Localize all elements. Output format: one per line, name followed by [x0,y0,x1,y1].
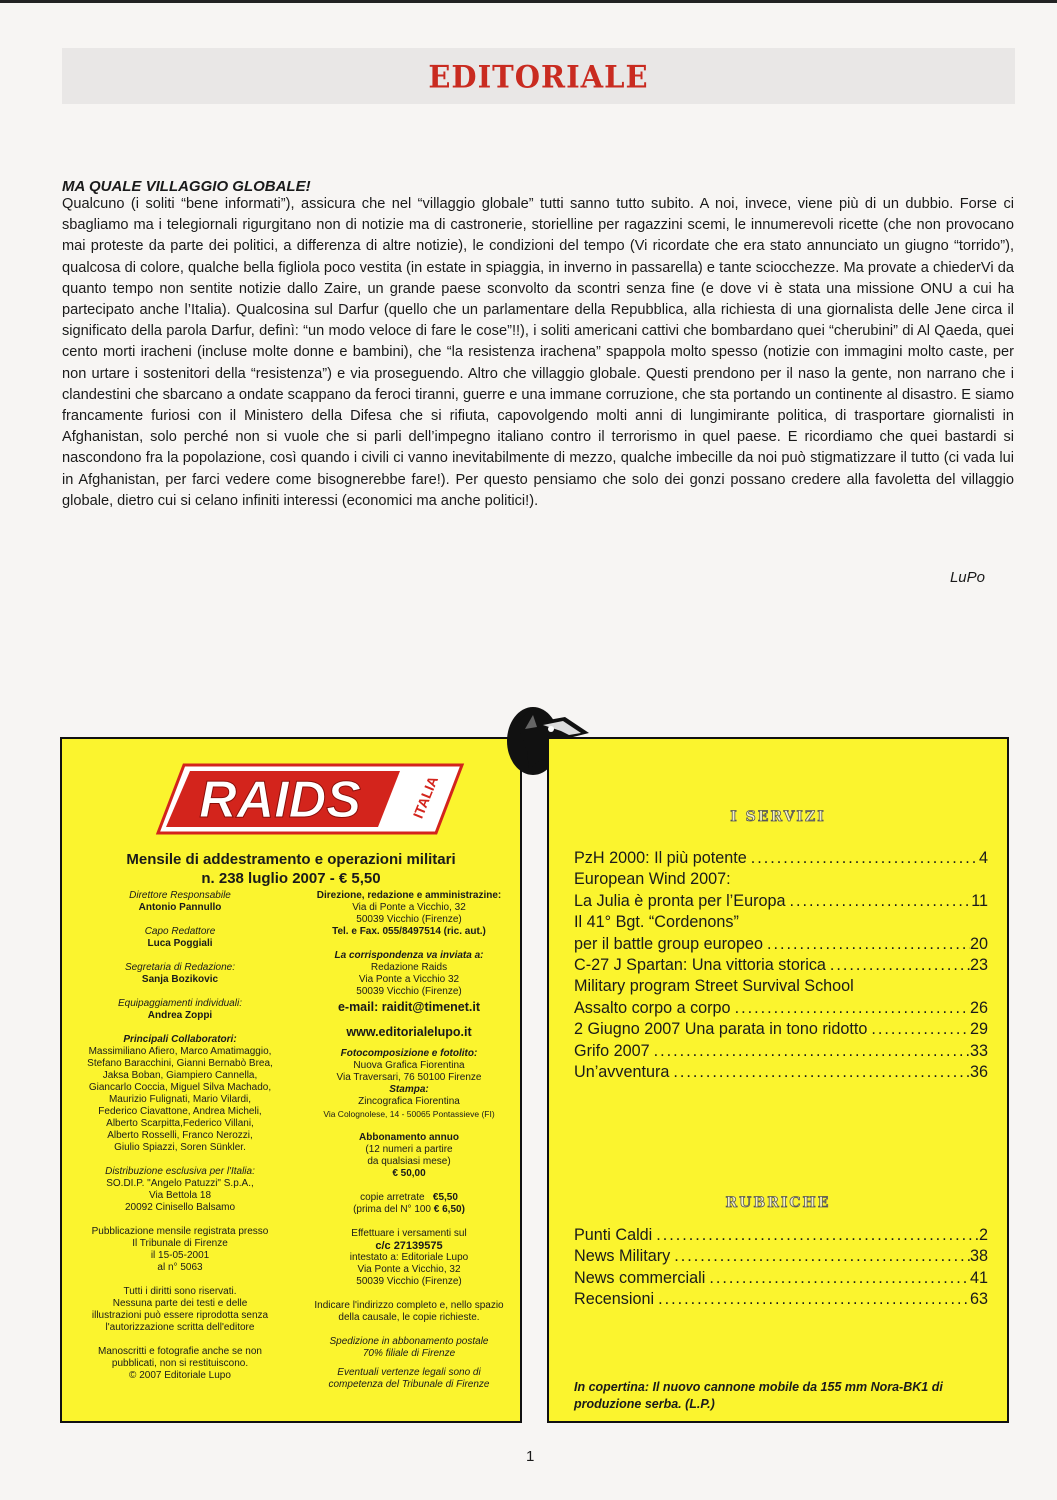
toc-entry-title: Military program Street Survival School [574,977,854,996]
back-issues-line [298,1192,520,1204]
toc-entry-title: Assalto corpo a corpo [574,998,731,1017]
subscription-price: € 50,00 [392,1168,426,1179]
registration-line: Il Tribunale di Firenze [132,1238,228,1249]
back-issues-price: €5,50 [432,1192,458,1203]
toc-entry-page: 20 [969,934,988,953]
toc-entry-page: 36 [969,1063,988,1082]
toc-entry-title: Il 41° Bgt. “Cordenons” [574,913,739,932]
toc-entry-page: 26 [969,998,988,1017]
subscription-line: (12 numeri a partire [365,1144,453,1155]
manuscripts-line: pubblicati, non si restituiscono. [111,1358,249,1369]
payment-line: Effettuare i versamenti sul [351,1228,467,1239]
distribution-line: SO.DI.P. "Angelo Patuzzi" S.p.A., [106,1178,254,1189]
toc-entry[interactable] [574,976,988,997]
toc-entry[interactable] [574,848,988,869]
back-issues-text: copie arretrate [360,1192,425,1203]
top-border-line [0,0,1057,3]
banner-title: EDITORIALE [428,59,649,95]
correspondence-line: Via Ponte a Vicchio 32 [358,974,460,985]
payment-line: 50039 Vicchio (Firenze) [356,1276,462,1287]
manuscripts-line: Manoscritti e fotografie anche se non [98,1346,262,1357]
credits-right-column [298,890,520,1391]
payment-line: Via Ponte a Vicchio, 32 [357,1264,461,1275]
instructions-line: Indicare l'indirizzo completo e, nello spazio [314,1300,504,1311]
rights-line: Nessuna parte dei testi e delle [112,1298,248,1309]
page-number: 1 [526,1448,535,1465]
telephone-line: Tel. e Fax. 055/8497514 (ric. aut.) [332,926,486,937]
print-label: Stampa: [389,1084,429,1095]
address-line: Via di Ponte a Vicchio, 32 [352,902,466,913]
toc-entry-title: European Wind 2007: [574,870,731,889]
back-issues-text: (prima del N° 100 [353,1204,431,1215]
toc-leader-dots [785,891,971,912]
address-line: 50039 Vicchio (Firenze) [356,914,462,925]
registration-line: il 15-05-2001 [150,1250,210,1261]
rights-line: l'autorizzazione scritta dell'editore [105,1322,255,1333]
logo-subtext: ITALIA [409,773,442,821]
rights-line: Tutti i diritti sono riservati. [123,1286,237,1297]
instructions-line: della causale, le copie richieste. [338,1312,480,1323]
collaborators-line: Massimiliano Afiero, Marco Amatimaggio, [88,1046,272,1057]
toc-entry-title: per il battle group europeo [574,934,763,953]
contents-box [547,737,1009,1423]
back-issues-line [298,1204,520,1216]
toc-entry[interactable] [574,1062,988,1083]
collaborators-line: Giulio Spiazzi, Soren Sünkler. [114,1142,246,1153]
legal-line: Eventuali vertenze legali sono di [337,1367,481,1378]
registration-line: al n° 5063 [157,1262,203,1273]
toc-entry[interactable] [574,869,988,890]
copyright-line: © 2007 Editoriale Lupo [129,1370,231,1381]
toc-entry[interactable] [574,955,988,976]
photocomposition-label: Fotocomposizione e fotolito: [340,1048,478,1059]
credit-name: Luca Poggiali [147,938,213,949]
toc-entry[interactable] [574,891,988,912]
toc-entry[interactable] [574,1019,988,1040]
credit-label: Equipaggiamenti individuali: [118,998,242,1009]
toc-entry-page: 38 [969,1247,988,1266]
logo-text: RAIDS [199,771,361,829]
back-issues-price: € 6,50) [433,1204,465,1215]
photocomposition-line: Via Traversari, 76 50100 Firenze [336,1072,482,1083]
website-link[interactable]: www.editorialelupo.it [346,1025,472,1039]
collaborators-line: Alberto Scarpitta,Federico Villani, [106,1118,254,1129]
toc-leader-dots [826,955,970,976]
servizi-title: I SERVIZI [730,809,826,825]
distribution-line: Via Bettola 18 [148,1190,212,1201]
toc-leader-dots [867,1019,970,1040]
credit-name: Andrea Zoppi [147,1010,213,1021]
magazine-subtitle: Mensile di addestramento e operazioni militari [126,851,456,868]
photocomposition-line: Nuova Grafica Fiorentina [353,1060,465,1071]
toc-entry-title: News commerciali [574,1268,706,1287]
toc-leader-dots [705,1268,970,1289]
raids-logo [150,759,470,839]
credit-name: Sanja Bozikovic [141,974,219,985]
toc-entry-title: La Julia è pronta per l’Europa [574,891,786,910]
toc-entry[interactable] [574,1041,988,1062]
distribution-label: Distribuzione esclusiva per l'Italia: [105,1166,255,1177]
payment-account: c/c 27139575 [375,1240,443,1252]
editorial-banner [62,48,1015,104]
toc-leader-dots [747,848,979,869]
credit-label: Segretaria di Redazione: [124,962,236,973]
toc-entry[interactable] [574,1246,988,1267]
toc-entry-page: 4 [978,849,988,867]
collaborators-line: Giancarlo Coccia, Miguel Silva Machado, [88,1082,272,1093]
credit-label: Capo Redattore [144,926,216,937]
magazine-issue: n. 238 luglio 2007 - € 5,50 [201,870,381,887]
toc-leader-dots [650,1041,970,1062]
editorial-heading: MA QUALE VILLAGGIO GLOBALE! [62,178,311,195]
toc-entry-title: Grifo 2007 [574,1041,650,1060]
toc-entry-title: C-27 J Spartan: Una vittoria storica [574,956,826,975]
toc-entry-page: 11 [971,891,988,910]
masthead-box [60,737,522,1423]
toc-leader-dots [669,1062,970,1083]
toc-leader-dots [652,1225,979,1246]
toc-entry-page: 29 [969,1020,988,1039]
collaborators-label: Principali Collaboratori: [123,1034,237,1045]
toc-entry[interactable] [574,934,988,955]
shipping-line: Spedizione in abbonamento postale [329,1336,489,1347]
correspondence-label: La corrispondenza va inviata a: [334,950,484,961]
correspondence-line: 50039 Vicchio (Firenze) [356,986,462,997]
email-link[interactable]: e-mail: raidit@timenet.it [337,1000,481,1014]
toc-entry-title: News Military [574,1247,671,1266]
legal-line: competenza del Tribunale di Firenze [328,1379,490,1390]
collaborators-line: Federico Ciavattone, Andrea Micheli, [98,1106,262,1117]
rights-line: illustrazioni può essere riprodotta senza [91,1310,269,1321]
print-line: Zincografica Fiorentina [358,1096,460,1107]
subscription-label: Abbonamento annuo [359,1132,459,1143]
shipping-line: 70% filiale di Firenze [362,1348,456,1359]
editorial-body: Qualcuno (i soliti “bene informati”), assicura che nel “villaggio globale” tutti sanno tutto subito. A noi, invece, viene più di un dubbio. Forse ci sbagliamo ma i telegiornali rigurgitano non di notizie ma di castronerie, storielline per ragazzini scemi, le innumerevoli ricette (che non provocano mai proteste da parte dei politici, a differenza di altre notizie), le condizioni del tempo (Vi ricordate che era stato annunciato un giugno “torrido”), qualcosa di colore, qualche bella figliola poco vestita (in estate in spiaggia, in inverno in passarella) e tante sciocchezze. Ma provate a chiederVi da quanto tempo non sentite notizie dallo Zaire, un grande paese sconvolto da scontri senza fine (e dove vi è stata una missione ONU a cui ha partecipato anche l’Italia). Qualcosina sul Darfur (quello che un parlamentare della Repubblica, alla richiesta di una giornalista delle Jene circa il significato della parola Darfur, definì: “un modo veloce di fare le cose”!!), i soliti americani cattivi che bombardano quei “cherubini” di Al Qaeda, quei cento morti iracheni (incluse molte donne e bambini), che “la resistenza irachena” spappola molto spesso (notizie con immagini molto caste, per non urtare i sostenitori della “resistenza”) e via proseguendo. Altro che villaggio globale. Questi prendono per il naso la gente, non narrano che i clandestini che sbarcano a ondate scappano da feroci tiranni, guerre e una immane corruzione, che sta portando un continente al disastro. E siamo francamente furiosi con il Ministero della Difesa che si rifiuta, capovolgendo molti anni di lungimirante politica, di trasportare giornalisti in Afghanistan, solo perché non si vuole che si parli dell’impegno italiano contro il terrorismo in quel paese. E ricordiamo che quei bastardi si nascondono fra la popolazione, così quando i civili ci vanno inevitabilmente di mezzo, qualche imbecille da noi può stigmatizzare il tutto (ci vada lui in Afghanistan, per farci vedere come bisognerebbe fare!). Per questo pensiamo che solo dei gonzi possano credere alla favoletta del villaggio globale, dietro cui si celano infiniti interessi (economici ma anche politici!). [62,196,1014,509]
subscription-line: da qualsiasi mese) [367,1156,451,1167]
registration-line: Pubblicazione mensile registrata presso [91,1226,269,1237]
payment-line: intestato a: Editoriale Lupo [349,1252,469,1263]
toc-entry-title: Un’avventura [574,1063,670,1082]
toc-leader-dots [763,934,970,955]
toc-entry-page: 23 [969,956,988,975]
rubriche-title: RUBRICHE [725,1195,831,1211]
rubriche-list [574,1225,988,1311]
correspondence-line: Redazione Raids [370,962,448,973]
toc-entry-title: Recensioni [574,1290,655,1309]
toc-leader-dots [731,998,970,1019]
toc-entry-page: 33 [969,1041,988,1060]
toc-entry[interactable] [574,1225,988,1246]
toc-entry-page: 41 [969,1268,988,1287]
direction-label: Direzione, redazione e amministrazine: [316,890,502,901]
credits-left-column [68,890,292,1382]
toc-entry-page: 63 [969,1290,988,1309]
collaborators-line: Jaksa Boban, Giampiero Cannella, [102,1070,258,1081]
toc-entry-title: 2 Giugno 2007 Una parata in tono ridotto [574,1020,868,1039]
collaborators-line: Maurizio Fulignati, Mario Vilardi, [108,1094,252,1105]
collaborators-line: Alberto Rosselli, Franco Nerozzi, [107,1130,253,1141]
credit-name: Antonio Pannullo [138,902,222,913]
credit-label: Direttore Responsabile [129,890,231,901]
toc-entry-page: 2 [978,1226,988,1244]
toc-entry[interactable] [574,1289,988,1310]
toc-leader-dots [654,1289,970,1310]
editorial-signature: LuPo [949,569,985,586]
collaborators-line: Stefano Baracchini, Gianni Bernabò Brea, [87,1058,273,1069]
servizi-list [574,848,988,1083]
toc-leader-dots [670,1246,970,1267]
toc-entry[interactable] [574,998,988,1019]
toc-entry[interactable] [574,1268,988,1289]
toc-entry-title: PzH 2000: Il più potente [574,849,747,867]
print-line: Via Colognolese, 14 - 50065 Pontassieve (FI) [323,1109,495,1119]
toc-entry-title: Punti Caldi [574,1226,653,1244]
distribution-line: 20092 Cinisello Balsamo [124,1202,236,1213]
cover-caption: In copertina: Il nuovo cannone mobile da 155 mm Nora-BK1 di produzione serba. (L.P.) [574,1380,943,1411]
toc-entry[interactable] [574,912,988,933]
